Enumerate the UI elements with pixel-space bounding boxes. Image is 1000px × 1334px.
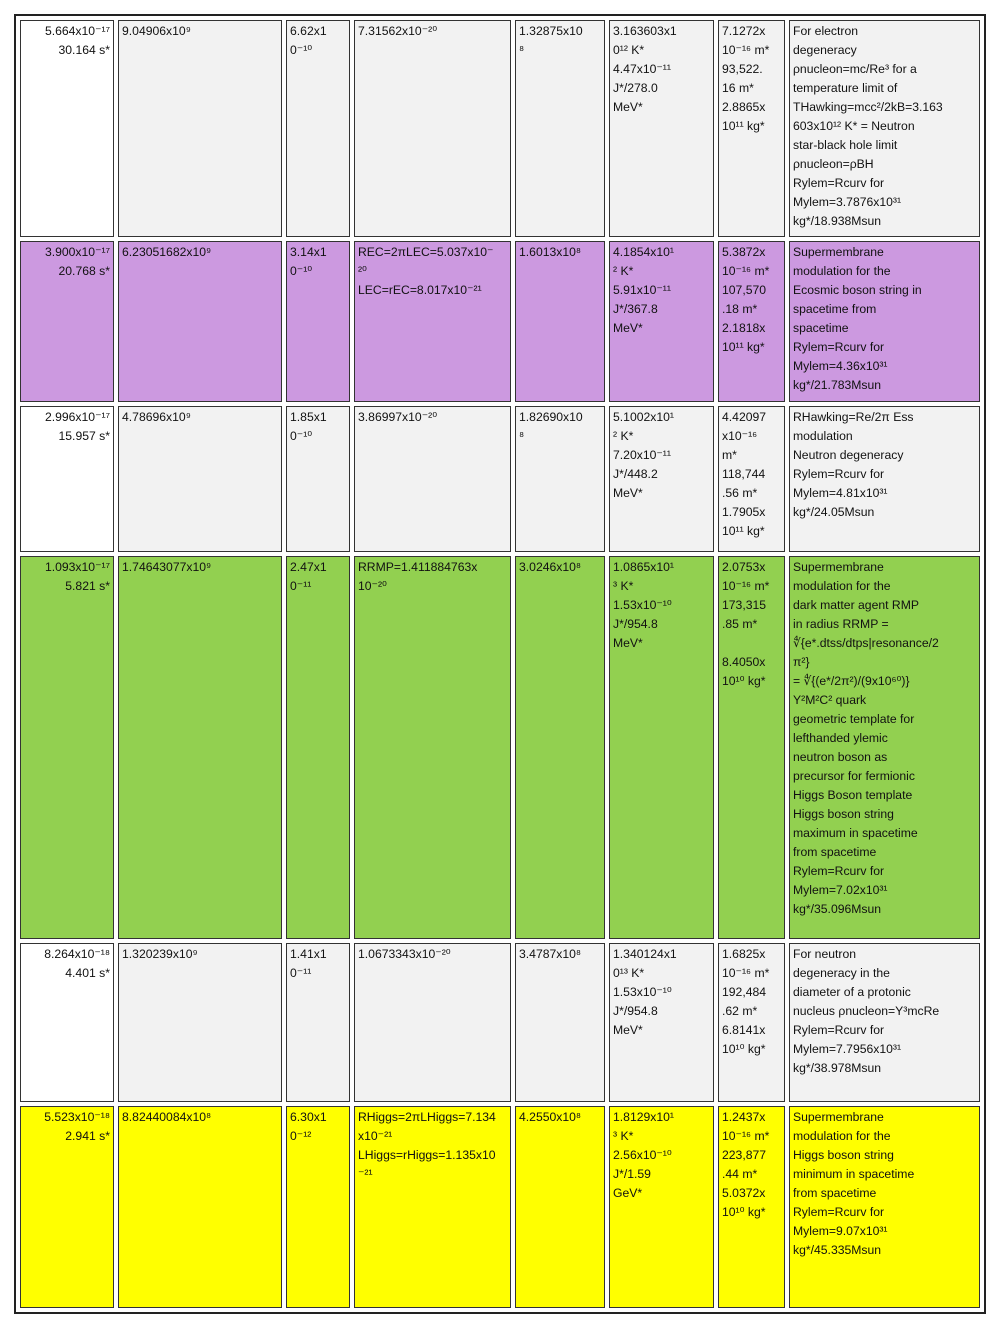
cell-col6	[609, 556, 714, 939]
cell-line: J*/1.59	[613, 1167, 651, 1182]
cell-line: 1.320239x10⁹	[122, 947, 198, 962]
cell-line: 2.8865x	[722, 100, 766, 114]
cell-line: from spacetime	[793, 845, 877, 860]
cell-line: 7.20x10⁻¹¹	[613, 447, 671, 462]
cell-col4	[354, 20, 511, 237]
cell-line: Rylem=Rcurv for	[793, 176, 885, 190]
cell-line: 7.31562x10⁻²⁰	[358, 24, 438, 38]
cell-line: 6.8141x	[722, 1023, 766, 1038]
cell-line: 10⁻¹⁶ m*	[722, 1129, 770, 1144]
cell-line: 3.86997x10⁻²⁰	[358, 409, 438, 424]
cell-line: 0⁻¹¹	[290, 579, 312, 594]
cell-col3	[286, 556, 350, 939]
table-body	[20, 20, 980, 1308]
cell-line: ³ K*	[613, 1129, 634, 1144]
cell-line: diameter of a protonic	[793, 985, 911, 1000]
cell-line: 1.0865x10¹	[613, 560, 674, 575]
cell-line: 173,315	[722, 598, 767, 613]
cell-line: 1.6825x	[722, 947, 766, 962]
cell-line: 3.900x10⁻¹⁷	[44, 244, 110, 259]
cell-col6	[609, 20, 714, 237]
cell-line: Supermembrane	[793, 560, 884, 575]
cell-line: Ecosmic boson string in	[793, 282, 922, 297]
cell-line: Higgs boson string	[793, 807, 894, 822]
cell-line: 7.1272x	[722, 24, 766, 38]
cell-line: .62 m*	[722, 1004, 758, 1019]
cell-line: For electron	[793, 24, 859, 38]
cell-line: 5.664x10⁻¹⁷	[44, 24, 110, 38]
table-row	[20, 406, 980, 552]
cell-line: = ∜{(e*/2π²)/(9x10⁶⁰)}	[793, 674, 910, 689]
cell-col3	[286, 406, 350, 552]
cell-line: ∜{e*.dtss/dtps|resonance/2	[793, 636, 939, 651]
cell-col8	[789, 943, 980, 1102]
cell-line: 1.8129x10¹	[613, 1110, 674, 1125]
cell-line: 20.768 s*	[58, 263, 110, 278]
cell-line: 1.32875x10	[519, 24, 583, 38]
cell-line: x10⁻²¹	[358, 1129, 393, 1144]
cell-col7	[718, 20, 785, 237]
cell-line: 10¹⁰ kg*	[722, 1205, 766, 1220]
table-row	[20, 241, 980, 402]
cell-line: 0⁻¹⁰	[290, 428, 313, 443]
cell-line: .85 m*	[722, 617, 758, 632]
cell-line: Higgs Boson template	[793, 788, 913, 803]
cell-line: 1.0673343x10⁻²⁰	[358, 947, 451, 962]
cell-line: 0⁻¹¹	[290, 966, 312, 981]
cell-line: spacetime from	[793, 301, 877, 316]
cell-col5	[515, 943, 605, 1102]
cell-col7	[718, 556, 785, 939]
cell-line: 10¹¹ kg*	[722, 119, 765, 133]
cell-col3	[286, 241, 350, 402]
cell-col7	[718, 241, 785, 402]
cell-time	[20, 20, 114, 237]
cell-col8	[789, 20, 980, 237]
cell-line: 10⁻¹⁶ m*	[722, 966, 770, 981]
cell-line: Mylem=9.07x10³¹	[793, 1224, 888, 1239]
cell-line: 192,484	[722, 985, 767, 1000]
cell-line: 1.85x1	[290, 409, 327, 424]
cell-line: 10¹⁰ kg*	[722, 1042, 766, 1057]
cell-line: from spacetime	[793, 1186, 877, 1201]
cell-line: 9.04906x10⁹	[122, 24, 191, 38]
cell-line: Rylem=Rcurv for	[793, 1205, 885, 1220]
cell-line: Mylem=7.7956x10³¹	[793, 1042, 902, 1057]
cell-line: 8.4050x	[722, 655, 766, 670]
cell-col2	[118, 406, 282, 552]
cell-line: dark matter agent RMP	[793, 598, 919, 613]
cell-col5	[515, 20, 605, 237]
cell-line: For neutron	[793, 947, 857, 962]
cell-line: ρnucleon=ρBH	[793, 157, 874, 171]
cell-line: 4.401 s*	[65, 966, 110, 981]
table-row	[20, 943, 980, 1102]
cell-line: MeV*	[613, 100, 643, 114]
cell-line: 1.82690x10	[519, 409, 583, 424]
cell-line: star-black hole limit	[793, 138, 898, 152]
cell-line: 603x10¹² K* = Neutron	[793, 119, 915, 133]
cell-line: 0⁻¹²	[290, 1129, 312, 1144]
cell-line: modulation for the	[793, 579, 891, 594]
cell-line: RRMP=1.411884763x	[358, 560, 478, 575]
cell-line: π²}	[793, 655, 810, 670]
cell-line: ⁸	[519, 428, 525, 443]
cell-line: J*/367.8	[613, 301, 658, 316]
cell-line: 107,570	[722, 282, 767, 297]
cell-line: 1.093x10⁻¹⁷	[44, 560, 110, 575]
cell-line: 0⁻¹⁰	[290, 43, 313, 57]
cell-line: 5.1002x10¹	[613, 409, 674, 424]
cell-line: spacetime	[793, 320, 849, 335]
cell-line: 3.0246x10⁸	[519, 560, 582, 575]
cell-time	[20, 241, 114, 402]
cell-line: 2.996x10⁻¹⁷	[44, 409, 110, 424]
cell-line: 3.14x1	[290, 244, 327, 259]
cell-line: degeneracy in the	[793, 966, 890, 981]
cell-line: precursor for fermionic	[793, 769, 915, 784]
cell-line: m*	[722, 447, 737, 462]
cell-line: kg*/24.05Msun	[793, 504, 875, 519]
cell-line: 4.1854x10¹	[613, 244, 674, 259]
cell-line: 10⁻¹⁶ m*	[722, 579, 770, 594]
cell-line: maximum in spacetime	[793, 826, 918, 841]
cell-col5	[515, 556, 605, 939]
cell-line: 223,877	[722, 1148, 767, 1163]
cell-line: 0⁻¹⁰	[290, 263, 313, 278]
cell-col3	[286, 943, 350, 1102]
cell-line: kg*/45.335Msun	[793, 1243, 882, 1258]
cell-line: 5.523x10⁻¹⁸	[44, 1110, 110, 1125]
cell-col6	[609, 1106, 714, 1308]
cell-line: 8.82440084x10⁸	[122, 1110, 212, 1125]
cell-line: ²⁰	[358, 263, 367, 278]
cell-line: modulation for the	[793, 263, 891, 278]
cell-line: Supermembrane	[793, 1110, 884, 1125]
cell-line: 1.7905x	[722, 504, 766, 519]
cell-col4	[354, 1106, 511, 1308]
cell-col8	[789, 241, 980, 402]
cell-line: x10⁻¹⁶	[722, 428, 758, 443]
cell-col4	[354, 943, 511, 1102]
cell-line: 10¹¹ kg*	[722, 523, 765, 538]
cell-col4	[354, 241, 511, 402]
cell-col5	[515, 1106, 605, 1308]
cell-line: MeV*	[613, 320, 643, 335]
cell-line: 5.3872x	[722, 244, 766, 259]
cell-line: 10¹¹ kg*	[722, 339, 765, 354]
cell-col3	[286, 1106, 350, 1308]
cell-line: Mylem=3.7876x10³¹	[793, 195, 902, 209]
cell-line: J*/954.8	[613, 1004, 658, 1019]
cell-line: 4.78696x10⁹	[122, 409, 191, 424]
cell-line: geometric template for	[793, 712, 915, 727]
cell-line: 1.74643077x10⁹	[122, 560, 212, 575]
cell-col6	[609, 943, 714, 1102]
cell-col5	[515, 406, 605, 552]
cell-line: LHiggs=rHiggs=1.135x10	[358, 1148, 496, 1163]
cell-line: ⁸	[519, 43, 525, 57]
cell-line: J*/448.2	[613, 466, 658, 481]
cell-col4	[354, 556, 511, 939]
cell-line: 1.53x10⁻¹⁰	[613, 598, 672, 613]
cell-line: RHiggs=2πLHiggs=7.134	[358, 1110, 496, 1125]
cell-col6	[609, 241, 714, 402]
cell-line: ² K*	[613, 428, 634, 443]
cell-line: 16 m*	[722, 81, 754, 95]
cell-line: 5.0372x	[722, 1186, 766, 1201]
cell-line: 8.264x10⁻¹⁸	[44, 947, 110, 962]
cell-line: Rylem=Rcurv for	[793, 864, 885, 879]
cell-line: 4.47x10⁻¹¹	[613, 62, 671, 76]
cell-line: 5.91x10⁻¹¹	[613, 282, 671, 297]
cell-line: 30.164 s*	[58, 43, 110, 57]
cell-line: in radius RRMP =	[793, 617, 889, 632]
cell-time	[20, 1106, 114, 1308]
document-page	[14, 14, 986, 1314]
cell-line: 6.62x1	[290, 24, 327, 38]
cell-line: MeV*	[613, 1023, 643, 1038]
cell-line: 1.53x10⁻¹⁰	[613, 985, 672, 1000]
cell-line: 6.30x1	[290, 1110, 327, 1125]
cell-time	[20, 943, 114, 1102]
cell-line: J*/278.0	[613, 81, 658, 95]
cell-line: 2.1818x	[722, 320, 766, 335]
cell-line: Mylem=4.81x10³¹	[793, 485, 888, 500]
cell-line: ² K*	[613, 263, 634, 278]
cell-line: 4.2550x10⁸	[519, 1110, 582, 1125]
cell-line: 2.47x1	[290, 560, 327, 575]
cell-line: Mylem=7.02x10³¹	[793, 883, 888, 898]
cell-col8	[789, 406, 980, 552]
cell-line: temperature limit of	[793, 81, 898, 95]
cell-time	[20, 556, 114, 939]
cell-line: 1.6013x10⁸	[519, 244, 582, 259]
cell-line: 5.821 s*	[65, 579, 110, 594]
cell-line: 3.4787x10⁸	[519, 947, 582, 962]
cell-line: lefthanded ylemic	[793, 731, 888, 746]
cell-col4	[354, 406, 511, 552]
cell-line: 2.941 s*	[65, 1129, 110, 1144]
cell-line: kg*/18.938Msun	[793, 214, 882, 228]
cell-col5	[515, 241, 605, 402]
cell-line: 118,744	[722, 466, 766, 481]
cell-line: kg*/21.783Msun	[793, 377, 882, 392]
cell-line: THawking=mcc²/2kB=3.163	[793, 100, 943, 114]
cell-time	[20, 406, 114, 552]
cell-line: 4.42097	[722, 409, 767, 424]
cell-line: MeV*	[613, 636, 643, 651]
cell-line: neutron boson as	[793, 750, 888, 765]
cell-line: .44 m*	[722, 1167, 758, 1182]
cell-line: Mylem=4.36x10³¹	[793, 358, 888, 373]
cell-line: J*/954.8	[613, 617, 658, 632]
physics-table	[14, 14, 986, 1314]
cell-line: GeV*	[613, 1186, 643, 1201]
cell-col3	[286, 20, 350, 237]
cell-line: Rylem=Rcurv for	[793, 339, 885, 354]
cell-col8	[789, 556, 980, 939]
cell-line: Higgs boson string	[793, 1148, 894, 1163]
cell-line: MeV*	[613, 485, 643, 500]
cell-line: Rylem=Rcurv for	[793, 466, 885, 481]
cell-line	[722, 634, 781, 653]
cell-line: modulation for the	[793, 1129, 891, 1144]
cell-line: 93,522.	[722, 62, 763, 76]
cell-line: 1.41x1	[290, 947, 327, 962]
cell-line: modulation	[793, 428, 853, 443]
cell-line: 2.56x10⁻¹⁰	[613, 1148, 672, 1163]
cell-line: nucleus ρnucleon=Y³mcRe	[793, 1004, 940, 1019]
cell-line: ⁻²¹	[358, 1167, 373, 1182]
cell-col8	[789, 1106, 980, 1308]
cell-line: 3.163603x1	[613, 24, 677, 38]
cell-line: 0¹³ K*	[613, 966, 645, 981]
table-row	[20, 1106, 980, 1308]
cell-col2	[118, 556, 282, 939]
cell-col7	[718, 943, 785, 1102]
cell-line: 2.0753x	[722, 560, 766, 575]
cell-line: kg*/38.978Msun	[793, 1061, 882, 1076]
cell-col2	[118, 20, 282, 237]
cell-line: Y²M²C² quark	[793, 693, 867, 708]
cell-line: RHawking=Re/2π Ess	[793, 409, 914, 424]
cell-line: .18 m*	[722, 301, 758, 316]
table-row	[20, 556, 980, 939]
cell-line: 1.2437x	[722, 1110, 766, 1125]
cell-line: Neutron degeneracy	[793, 447, 904, 462]
cell-col7	[718, 406, 785, 552]
cell-line: Rylem=Rcurv for	[793, 1023, 885, 1038]
cell-col7	[718, 1106, 785, 1308]
table-row	[20, 20, 980, 237]
cell-line: 15.957 s*	[58, 428, 110, 443]
cell-line: REC=2πLEC=5.037x10⁻	[358, 244, 494, 259]
cell-line: 10⁻¹⁶ m*	[722, 263, 770, 278]
cell-col2	[118, 943, 282, 1102]
cell-col6	[609, 406, 714, 552]
cell-line: LEC=rEC=8.017x10⁻²¹	[358, 282, 482, 297]
cell-col2	[118, 241, 282, 402]
cell-line: Supermembrane	[793, 244, 884, 259]
cell-line: minimum in spacetime	[793, 1167, 915, 1182]
cell-col2	[118, 1106, 282, 1308]
cell-line: 0¹² K*	[613, 43, 645, 57]
cell-line: 6.23051682x10⁹	[122, 244, 212, 259]
cell-line: degeneracy	[793, 43, 857, 57]
cell-line: .56 m*	[722, 485, 758, 500]
cell-line: 10¹⁰ kg*	[722, 674, 766, 689]
cell-line: kg*/35.096Msun	[793, 902, 882, 917]
cell-line: ³ K*	[613, 579, 634, 594]
cell-line: ρnucleon=mc/Re³ for a	[793, 62, 917, 76]
cell-line: 10⁻¹⁶ m*	[722, 43, 770, 57]
cell-line: 10⁻²⁰	[358, 579, 387, 594]
cell-line: 1.340124x1	[613, 947, 677, 962]
